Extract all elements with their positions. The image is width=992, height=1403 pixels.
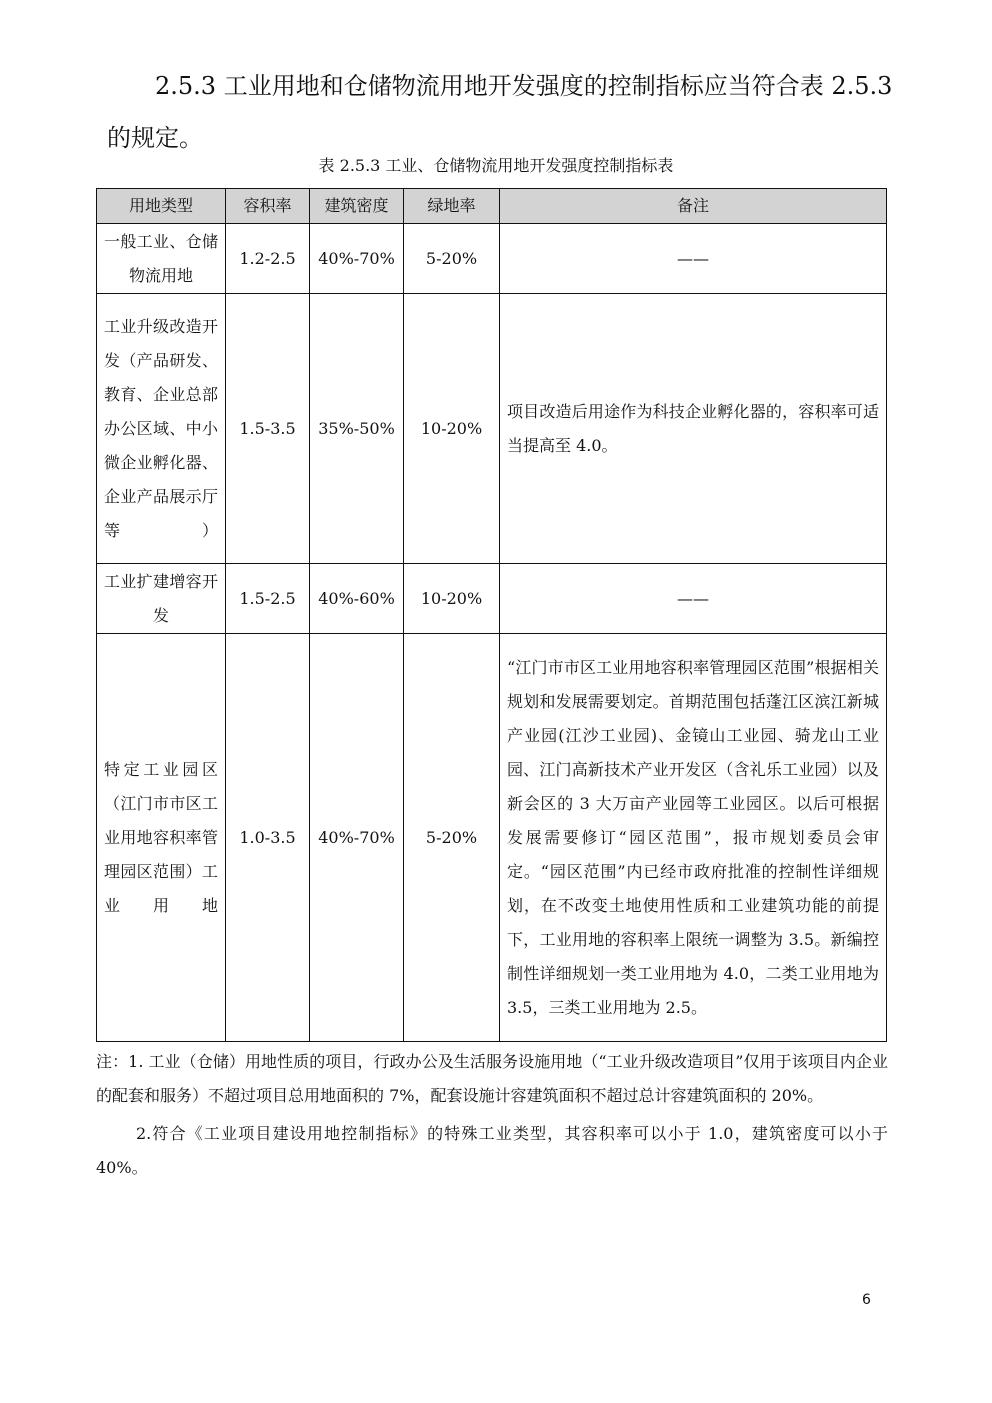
- cell-density: 35%-50%: [310, 294, 404, 564]
- cell-note: “江门市市区工业用地容积率管理园区范围”根据相关规划和发展需要划定。首期范围包括蓬江区滨江新城产业园(江沙工业园)、金镜山工业园、骑龙山工业园、江门高新技术产业开发区（含礼乐工业园）以及新会区的 3 大万亩产业园等工业园区。以后可根据发展需要修订“园区范围”，报市规划委员会审定。“园区范围”内已经市政府批准的控制性详细规划，在不改变土地使用性质和工业建筑功能的前提下，工业用地的容积率上限统一调整为 3.5。新编控制性详细规划一类工业用地为 4.0，二类工业用地为 3.5，三类工业用地为 2.5。: [500, 634, 887, 1042]
- header-land-type: 用地类型: [97, 189, 226, 224]
- cell-note: ——: [500, 564, 887, 634]
- intro-text: 2.5.3 工业用地和仓储物流用地开发强度的控制指标应当符合表 2.5.3 的规定。: [107, 72, 893, 152]
- cell-density: 40%-60%: [310, 564, 404, 634]
- table-row: [97, 634, 887, 1042]
- header-note: 备注: [500, 189, 887, 224]
- header-far: 容积率: [226, 189, 310, 224]
- cell-density: 40%-70%: [310, 224, 404, 294]
- cell-land-type: 一般工业、仓储物流用地: [97, 224, 226, 294]
- table-header-row: [97, 189, 887, 224]
- control-index-table: [96, 188, 887, 1042]
- page-number: 6: [862, 1292, 871, 1308]
- cell-density: 40%-70%: [310, 634, 404, 1042]
- cell-land-type: 工业扩建增容开发: [97, 564, 226, 634]
- cell-green: 10-20%: [404, 294, 500, 564]
- table-caption: 表 2.5.3 工业、仓储物流用地开发强度控制指标表: [318, 156, 674, 175]
- cell-far: 1.2-2.5: [226, 224, 310, 294]
- header-green: 绿地率: [404, 189, 500, 224]
- cell-note: 项目改造后用途作为科技企业孵化器的，容积率可适当提高至 4.0。: [500, 294, 887, 564]
- cell-note: ——: [500, 224, 887, 294]
- cell-land-type: 工业升级改造开发（产品研发、教育、企业总部办公区域、中小微企业孵化器、企业产品展示厅等）: [97, 294, 226, 564]
- cell-far: 1.0-3.5: [226, 634, 310, 1042]
- table-notes: [96, 1045, 888, 1185]
- cell-green: 5-20%: [404, 224, 500, 294]
- note-1: 注：1. 工业（仓储）用地性质的项目，行政办公及生活服务设施用地（“工业升级改造项目”仅用于该项目内企业的配套和服务）不超过项目总用地面积的 7%，配套设施计容建筑面积不超过总计容建筑面积的 20%。: [96, 1052, 888, 1105]
- cell-far: 1.5-3.5: [226, 294, 310, 564]
- cell-green: 10-20%: [404, 564, 500, 634]
- header-density: 建筑密度: [310, 189, 404, 224]
- cell-far: 1.5-2.5: [226, 564, 310, 634]
- cell-green: 5-20%: [404, 634, 500, 1042]
- note-2: 2.符合《工业项目建设用地控制指标》的特殊工业类型，其容积率可以小于 1.0，建筑密度可以小于 40%。: [96, 1124, 888, 1177]
- table-row: [97, 564, 887, 634]
- table-row: [97, 224, 887, 294]
- table-row: [97, 294, 887, 564]
- cell-land-type: 特定工业园区（江门市市区工业用地容积率管理园区范围）工业用地: [97, 634, 226, 1042]
- intro-paragraph: [107, 60, 897, 164]
